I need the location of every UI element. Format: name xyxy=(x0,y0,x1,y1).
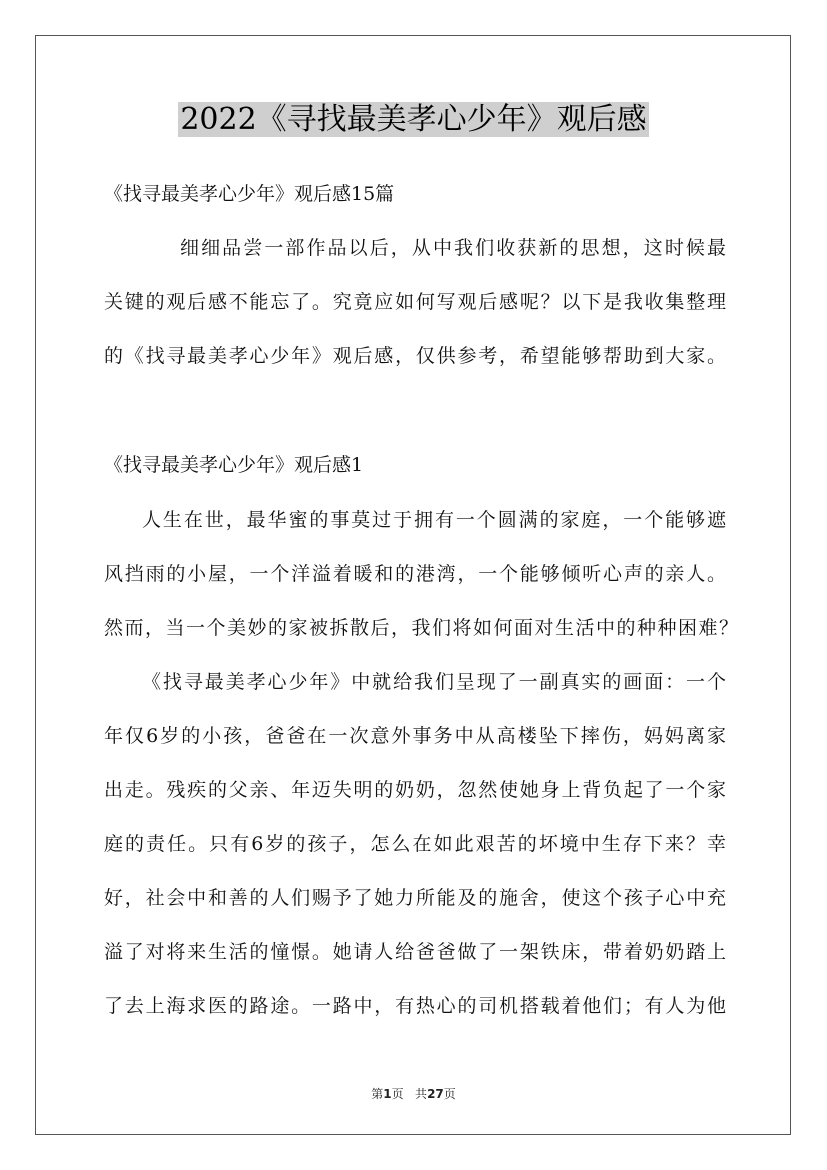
footer-page-prefix: 第 xyxy=(371,1087,384,1101)
intro-line-3: 的《找寻最美孝心少年》观后感，仅供参考，希望能够帮助到大家。 xyxy=(104,345,726,367)
body-line-7: 庭的责任。只有6岁的孩子，怎么在如此艰苦的坏境中生存下来？幸 xyxy=(104,833,726,855)
footer-page-number: 1 xyxy=(383,1087,392,1101)
body-line-3: 然而，当一个美妙的家被拆散后，我们将如何面对生活中的种种困难？ xyxy=(104,617,738,639)
document-title: 2022《寻找最美孝心少年》观后感 xyxy=(180,102,647,137)
body-line-4: 《找寻最美孝心少年》中就给我们呈现了一副真实的画面：一个 xyxy=(142,671,726,693)
body-line-6: 出走。残疾的父亲、年迈失明的奶奶，忽然使她身上背负起了一个家 xyxy=(104,779,726,801)
body-line-9: 溢了对将来生活的憧憬。她请人给爸爸做了一架铁床，带着奶奶踏上 xyxy=(104,941,726,963)
body-line-2: 风挡雨的小屋，一个洋溢着暖和的港湾，一个能够倾听心声的亲人。 xyxy=(104,563,726,585)
footer-total-prefix: 共 xyxy=(415,1087,428,1101)
document-title-block xyxy=(0,98,827,142)
intro-line-1: 细细品尝一部作品以后，从中我们收获新的思想，这时候最 xyxy=(180,237,726,259)
intro-line-2: 关键的观后感不能忘了。究竟应如何写观后感呢？以下是我收集整理 xyxy=(104,291,726,313)
footer-total-pages: 27 xyxy=(427,1087,444,1101)
body-line-1: 人生在世，最华蜜的事莫过于拥有一个圆满的家庭，一个能够遮 xyxy=(142,509,726,531)
section-heading: 《找寻最美孝心少年》观后感1 xyxy=(104,454,364,476)
body-line-8: 好，社会中和善的人们赐予了她力所能及的施舍，使这个孩子心中充 xyxy=(104,887,726,909)
footer-page-suffix: 页 xyxy=(391,1087,404,1101)
page-footer xyxy=(0,1085,827,1102)
body-line-5: 年仅6岁的小孩，爸爸在一次意外事务中从高楼坠下摔伤，妈妈离家 xyxy=(104,725,726,747)
footer-total-suffix: 页 xyxy=(443,1087,456,1101)
document-subtitle: 《找寻最美孝心少年》观后感15篇 xyxy=(104,183,395,205)
body-line-10: 了去上海求医的路途。一路中，有热心的司机搭载着他们；有人为他 xyxy=(104,995,726,1017)
